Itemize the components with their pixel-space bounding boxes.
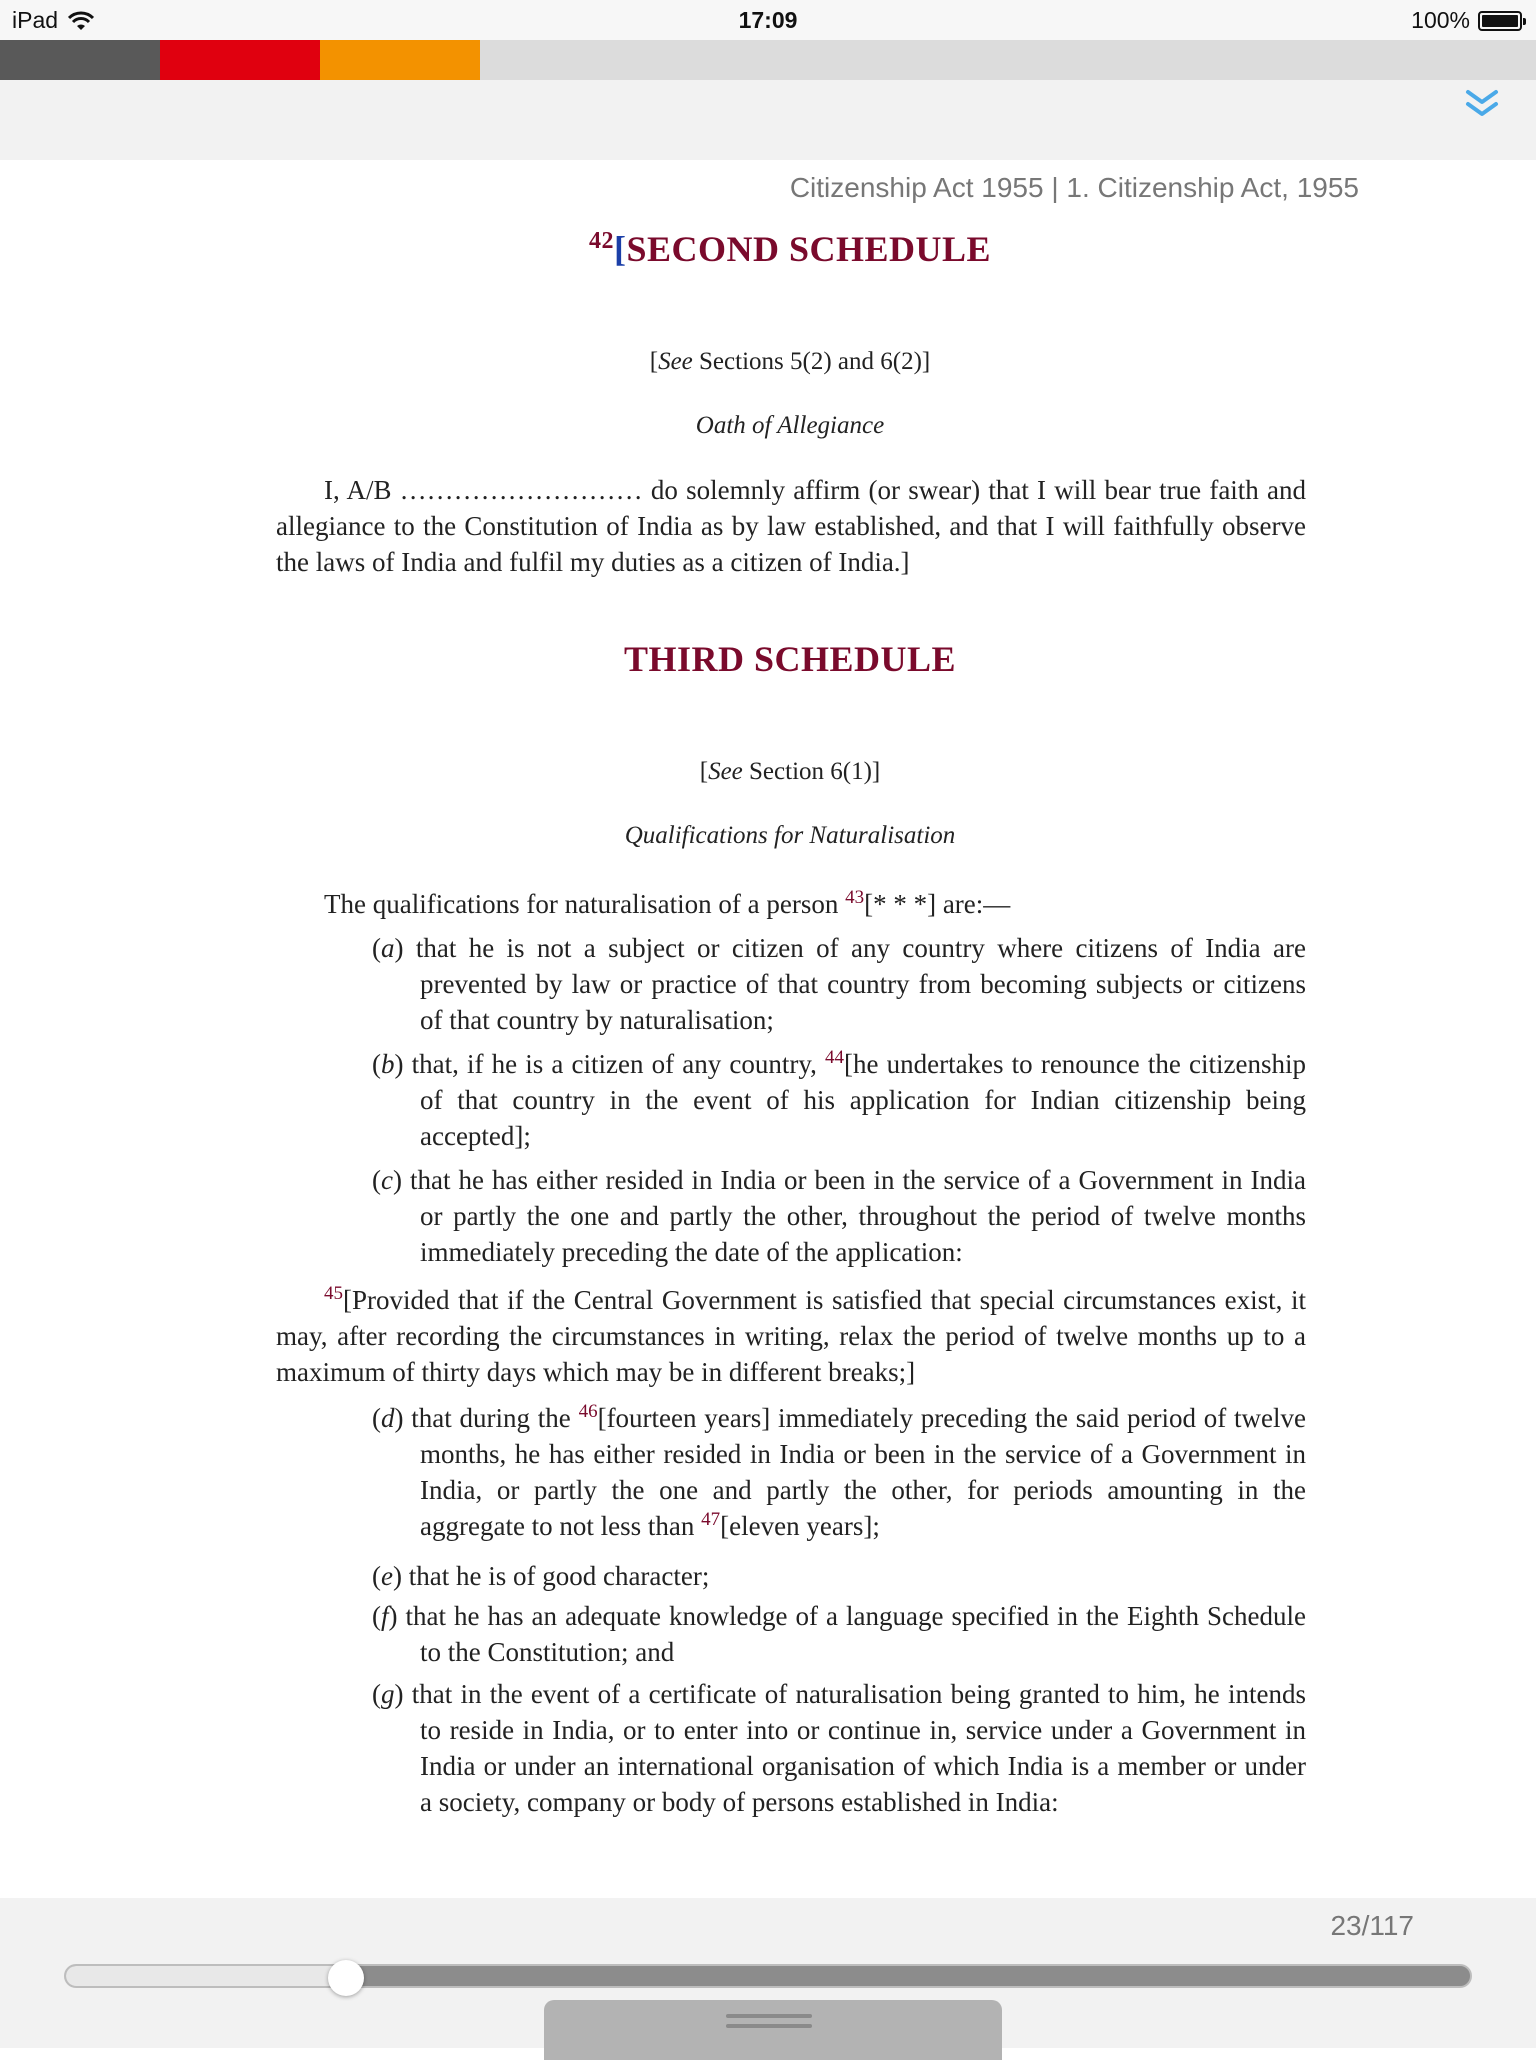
second-schedule-heading: $^{42}$[SECOND SCHEDULE [588,228,992,269]
footnote-ref[interactable]: 45 [324,1283,343,1304]
grip-line [726,2014,812,2018]
qualifications-intro: The qualifications for naturalisation of a person $^{43}$[* * *] are:— [324,887,1011,919]
color-tab-3[interactable] [320,40,480,80]
footnote-ref[interactable]: 47 [701,1509,721,1530]
footnote-ref[interactable]: 46 [578,1401,598,1422]
page-slider-thumb[interactable] [328,1960,364,1996]
page-slider[interactable] [64,1964,1472,1988]
page-indicator: 23/117 [1330,1910,1414,1941]
grip-line [726,2024,812,2028]
list-item-e: (e) that he is of good character; [372,1561,710,1591]
color-tab-1[interactable] [0,40,160,80]
color-tab-2[interactable] [160,40,320,80]
drawer-handle[interactable] [544,2000,1002,2060]
document-page [0,160,1536,1900]
list-item-a: (a) that he is not a subject or citizen of any country where citizens of India are prevented by law or practice of that country from becoming subjects or citizens of that country by naturalisation; [372,933,1306,1035]
see-sections-line: [See Sections 5(2) and 6(2)] [649,348,931,375]
qualifications-subtitle: Qualifications for Naturalisation [624,822,956,849]
running-head: Citizenship Act 1955 | 1. Citizenship Act, 1955 [789,172,1359,203]
page-slider-progress [66,1966,347,1986]
device-name: iPad [12,7,59,33]
oath-subtitle: Oath of Allegiance [695,412,885,439]
footnote-ref[interactable]: 43 [845,887,865,908]
oath-paragraph: I, A/B ……………………… do solemnly affirm (or swear) that I will bear true faith and allegiance to the Constitution of India as by law established, and that I will faithfully observe the laws of India and fulfil my duties as a citizen of India.] [276,475,1306,577]
battery-icon [1478,11,1522,31]
list-item-b: (b) that, if he is a citizen of any country, $^{44}$[he undertakes to renounce the citizenship of that country in the event of his application for Indian citizenship being accepted]; [372,1047,1306,1151]
status-bar [0,0,1536,40]
double-chevron-down-icon[interactable] [1462,88,1502,122]
reader-header [0,80,1536,160]
list-item-f: (f) that he has an adequate knowledge of a language specified in the Eighth Schedule to the Constitution; and [372,1601,1306,1667]
list-item-g: (g) that in the event of a certificate of naturalisation being granted to him, he intends to reside in India, or to enter into or continue in, service under a Government in India or under an international organisation of which India is a member or under a society, company or body of persons established in India: [372,1679,1306,1817]
list-item-c: (c) that he has either resided in India or been in the service of a Government in India or partly the one and partly the other, throughout the period of twelve months immediately preceding the date of the application: [372,1165,1306,1267]
color-tab-strip [0,40,1536,80]
list-item-d: (d) that during the $^{46}$[fourteen years] immediately preceding the said period of twelve months, he has either resided in India or been in the service of a Government in India, or partly the one and partly the other, for periods amounting in the aggregate to not less than $^{47}$[eleven years]; [372,1401,1306,1541]
clock: 17:09 [738,7,798,33]
proviso-paragraph: $^{45}$[Provided that if the Central Government is satisfied that special circumstances exist, it may, after recording the circumstances in writing, relax the period of twelve months up to a maximum of thirty days which may be in different breaks;] [276,1283,1306,1387]
footnote-ref[interactable]: 44 [824,1047,844,1068]
third-schedule-heading: THIRD SCHEDULE [623,639,957,679]
battery-percent: 100% [1411,7,1470,33]
footnote-ref[interactable]: 42 [588,228,614,254]
see-section-line: [See Section 6(1)] [699,758,881,785]
